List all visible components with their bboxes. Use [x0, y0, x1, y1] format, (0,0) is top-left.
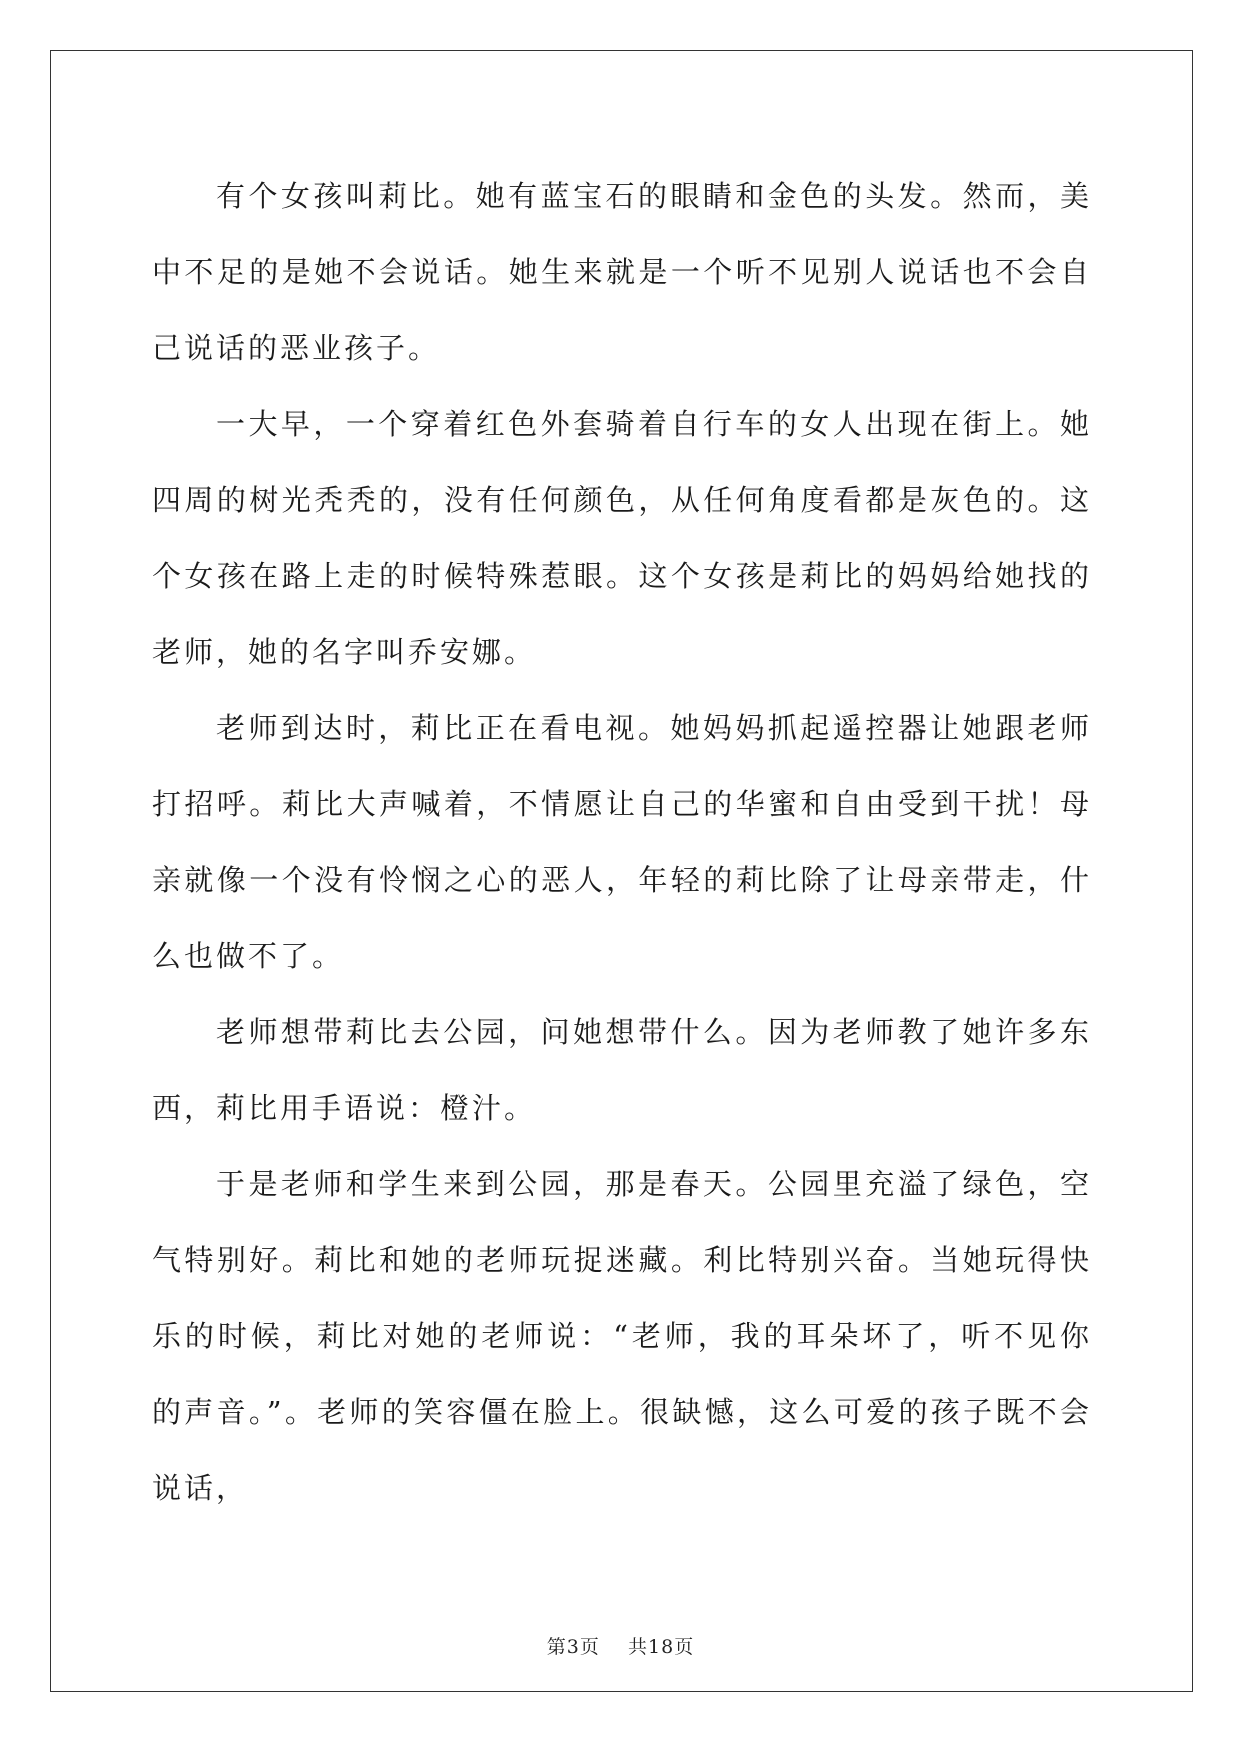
- paragraph: 有个女孩叫莉比。她有蓝宝石的眼睛和金色的头发。然而，美中不足的是她不会说话。她生来就是一个听不见别人说话也不会自己说话的恶业孩子。: [152, 179, 1092, 365]
- paragraph: 于是老师和学生来到公园，那是春天。公园里充溢了绿色，空气特别好。莉比和她的老师玩捉迷藏。利比特别兴奋。当她玩得快乐的时候，莉比对她的老师说：“老师，我的耳朵坏了，听不见你的声音。”。老师的笑容僵在脸上。很缺憾，这么可爱的孩子既不会说话，: [152, 1167, 1092, 1505]
- document-body: [152, 158, 1092, 1526]
- paragraph: 老师到达时，莉比正在看电视。她妈妈抓起遥控器让她跟老师打招呼。莉比大声喊着，不情愿让自己的华蜜和自由受到干扰！母亲就像一个没有怜悯之心的恶人，年轻的莉比除了让母亲带走，什么也做不了。: [152, 711, 1092, 973]
- page-number: 第3页: [546, 1636, 600, 1658]
- paragraph: 一大早，一个穿着红色外套骑着自行车的女人出现在街上。她四周的树光秃秃的，没有任何颜色，从任何角度看都是灰色的。这个女孩在路上走的时候特殊惹眼。这个女孩是莉比的妈妈给她找的老师，她的名字叫乔安娜。: [152, 407, 1092, 669]
- page-total: 共18页: [628, 1636, 695, 1658]
- page-footer: [0, 1632, 1241, 1659]
- paragraph: 老师想带莉比去公园，问她想带什么。因为老师教了她许多东西，莉比用手语说：橙汁。: [152, 1015, 1092, 1125]
